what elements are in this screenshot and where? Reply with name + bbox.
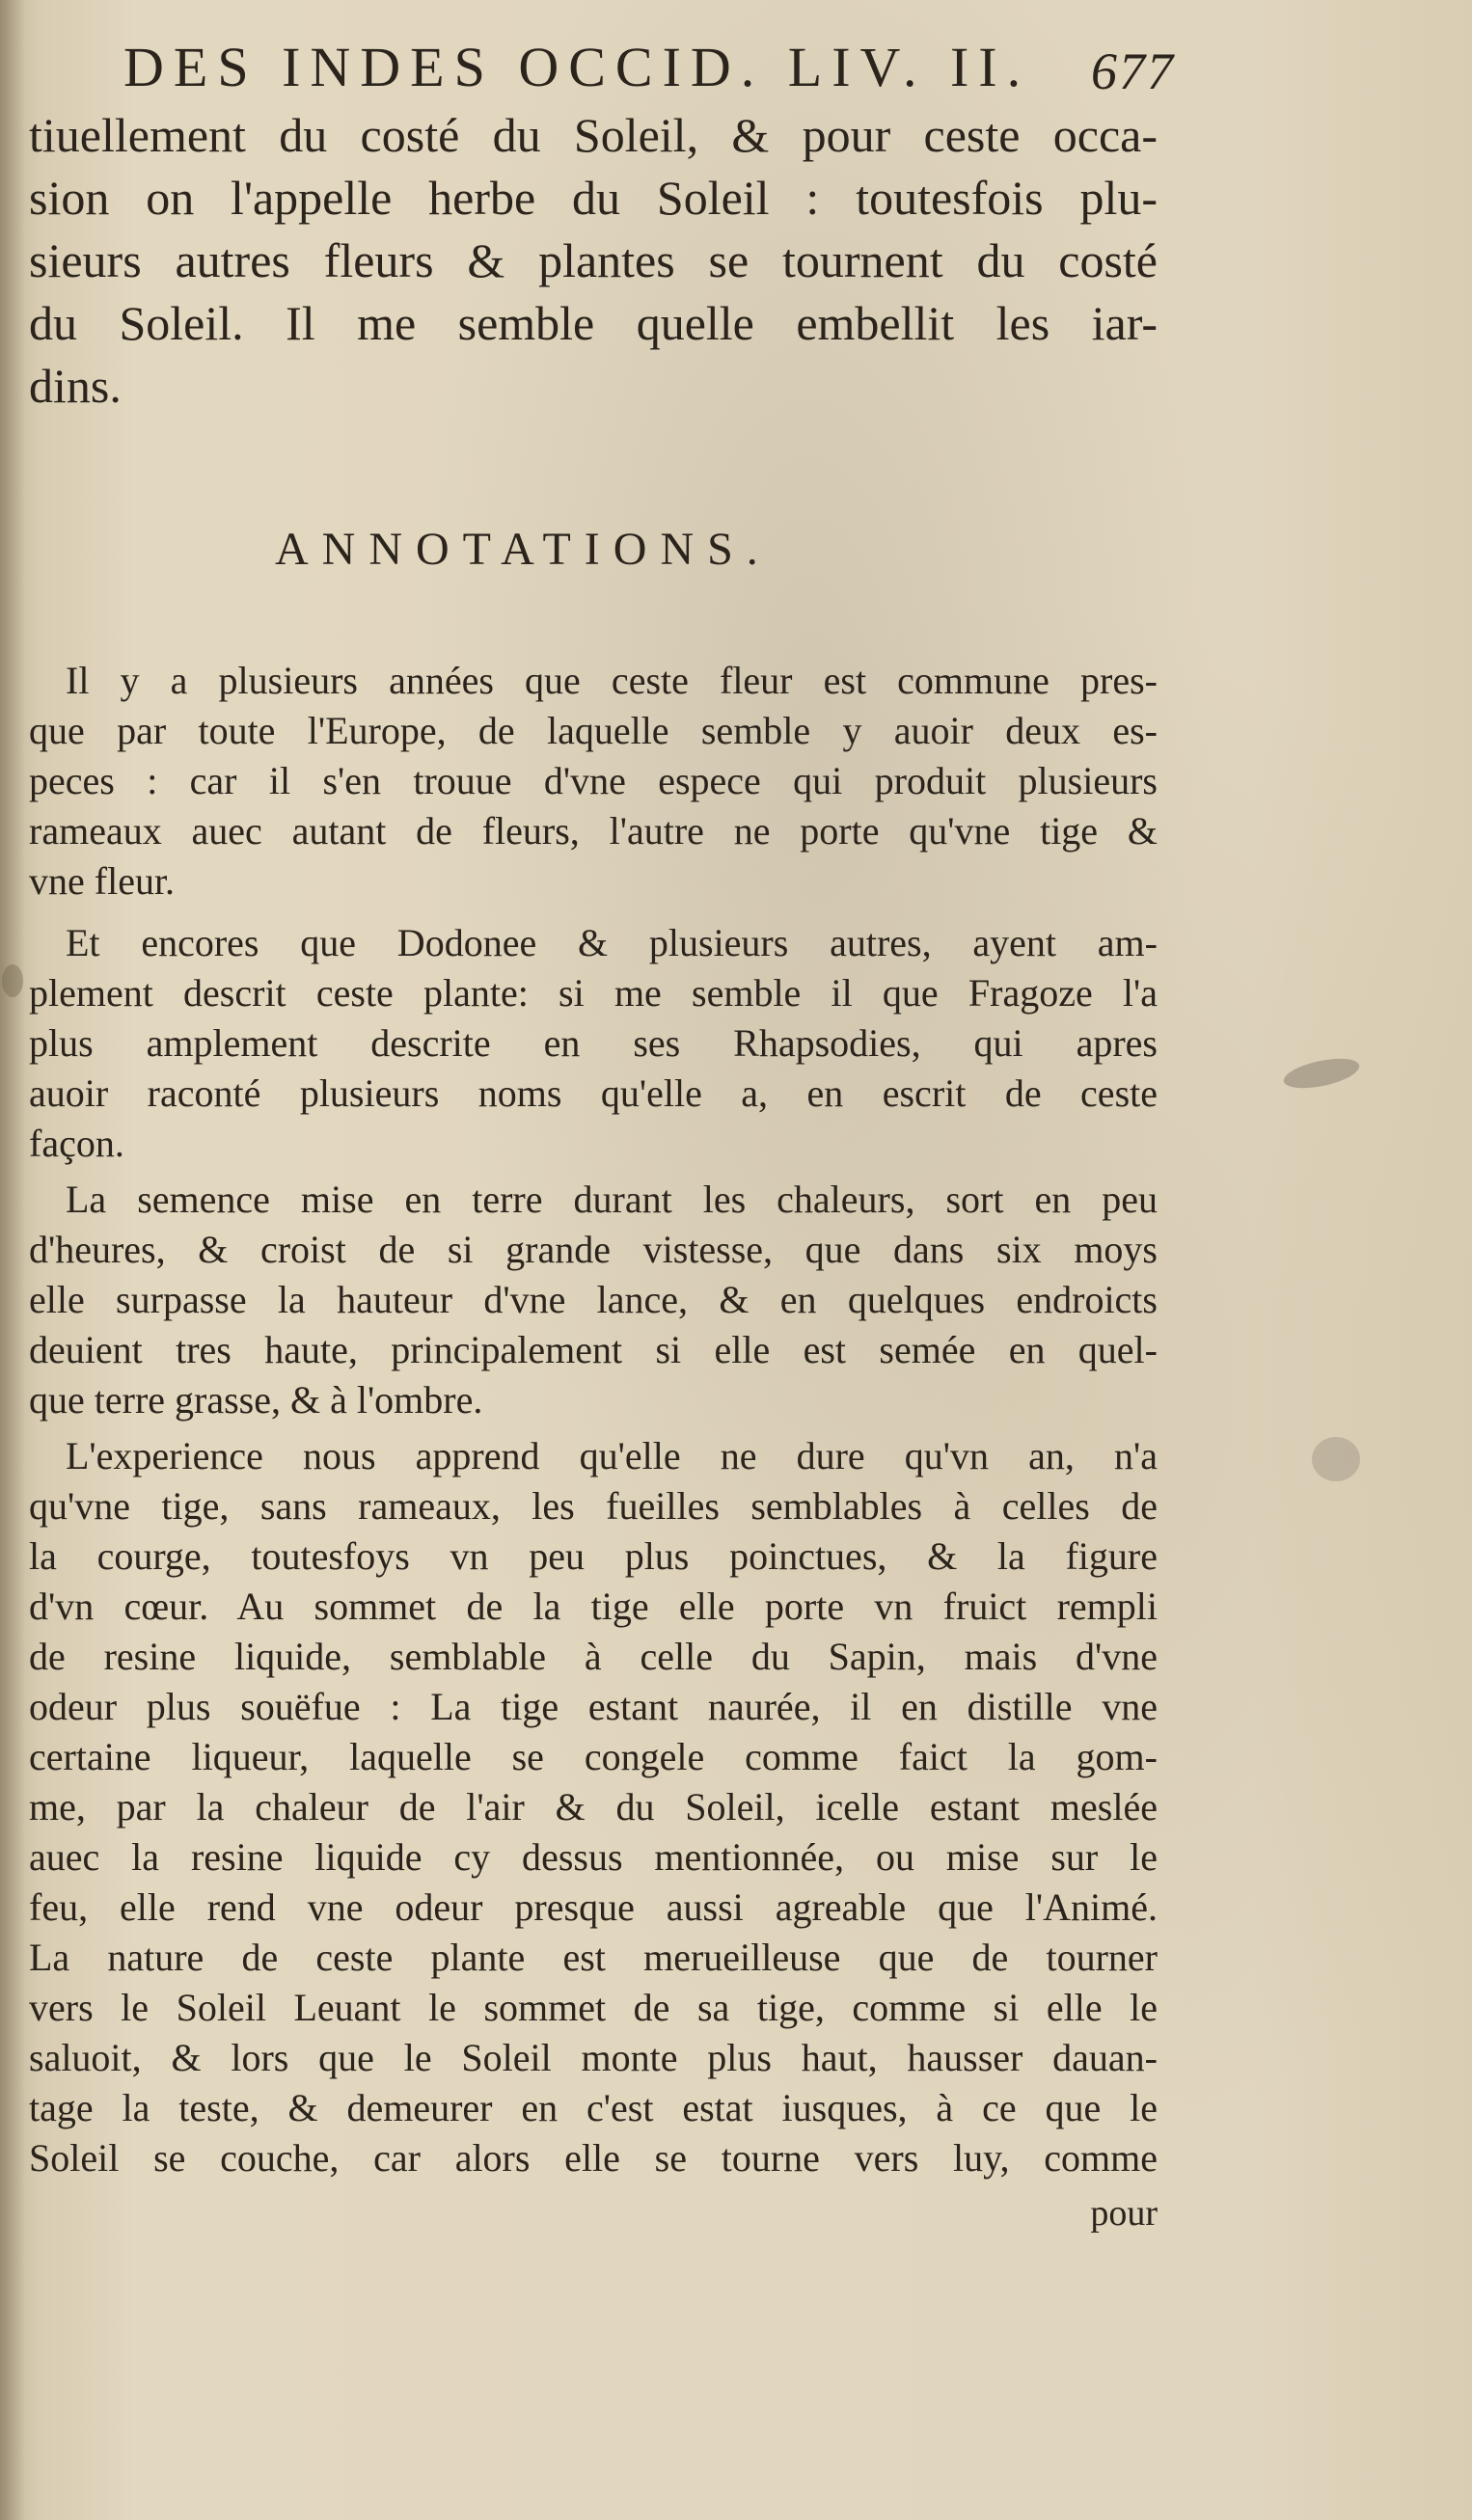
text-line: auec la resine liquide cy dessus mentionnée, ou mise sur le <box>29 1835 1158 1879</box>
text-line: de resine liquide, semblable à celle du Sapin, mais d'vne <box>29 1635 1158 1678</box>
text-line: plus amplement descrite en ses Rhapsodies, qui apres <box>29 1021 1158 1065</box>
text-line: plement descrit ceste plante: si me semble il que Fragoze l'a <box>29 971 1158 1015</box>
text-line: tage la teste, & demeurer en c'est estat iusques, à ce que le <box>29 2086 1158 2129</box>
text-line: saluoit, & lors que le Soleil monte plus haut, hausser dauan- <box>29 2036 1158 2079</box>
text-line: deuient tres haute, principalement si elle est semée en quel- <box>29 1328 1158 1371</box>
text-line: dins. <box>29 359 122 413</box>
text-line: me, par la chaleur de l'air & du Soleil, icelle estant meslée <box>29 1785 1158 1829</box>
text-line: certaine liqueur, laquelle se congele comme faict la gom- <box>29 1735 1158 1778</box>
text-line: que par toute l'Europe, de laquelle semble y auoir deux es- <box>29 709 1158 752</box>
section-heading: ANNOTATIONS. <box>275 524 772 575</box>
annotation-paragraph <box>29 1431 1158 2183</box>
annotation-paragraph <box>29 918 1158 1169</box>
text-line: sion on l'appelle herbe du Soleil : toutesfois plu- <box>29 171 1158 225</box>
text-line: façon. <box>29 1122 124 1165</box>
text-line: vers le Soleil Leuant le sommet de sa tige, comme si elle le <box>29 1986 1158 2029</box>
annotation-paragraph <box>29 656 1158 907</box>
text-line: odeur plus souëfue : La tige estant naurée, il en distille vne <box>29 1685 1158 1728</box>
ink-stain <box>1312 1437 1360 1481</box>
text-line: auoir raconté plusieurs noms qu'elle a, en escrit de ceste <box>29 1071 1158 1115</box>
text-line: du Soleil. Il me semble quelle embellit les iar- <box>29 296 1158 350</box>
text-line: qu'vne tige, sans rameaux, les fueilles semblables à celles de <box>29 1484 1158 1528</box>
text-line: Et encores que Dodonee & plusieurs autres, ayent am- <box>66 921 1158 964</box>
text-line: L'experience nous apprend qu'elle ne dure qu'vn an, n'a <box>66 1434 1158 1477</box>
text-line: vne fleur. <box>29 859 176 903</box>
text-line: La semence mise en terre durant les chaleurs, sort en peu <box>66 1178 1158 1221</box>
annotation-paragraph <box>29 1175 1158 1425</box>
ink-stain <box>2 964 23 997</box>
text-line: Il y a plusieurs années que ceste fleur est commune pres- <box>66 659 1158 702</box>
text-line: que terre grasse, & à l'ombre. <box>29 1378 483 1422</box>
text-line: rameaux auec autant de fleurs, l'autre ne porte qu'vne tige & <box>29 809 1158 853</box>
text-line: elle surpasse la hauteur d'vne lance, & en quelques endroicts <box>29 1278 1158 1321</box>
text-line: Soleil se couche, car alors elle se tourne vers luy, comme <box>29 2136 1158 2180</box>
catchword: pour <box>1090 2193 1158 2234</box>
text-line: sieurs autres fleurs & plantes se tournent du costé <box>29 233 1158 287</box>
text-line: tiuellement du costé du Soleil, & pour ceste occa- <box>29 108 1158 162</box>
text-line: d'vn cœur. Au sommet de la tige elle porte vn fruict rempli <box>29 1585 1158 1628</box>
text-line: peces : car il s'en trouue d'vne espece qui produit plusieurs <box>29 759 1158 802</box>
text-line: d'heures, & croist de si grande vistesse, que dans six moys <box>29 1228 1158 1271</box>
text-line: la courge, toutesfoys vn peu plus poinctues, & la figure <box>29 1534 1158 1578</box>
running-head-title: DES INDES OCCID. LIV. II. <box>123 36 1031 98</box>
text-line: La nature de ceste plante est merueilleuse que de tourner <box>29 1936 1158 1979</box>
continued-paragraph <box>29 104 1158 418</box>
gutter-shadow <box>0 0 25 2520</box>
running-head <box>123 29 1175 106</box>
ink-stain <box>1281 1053 1362 1094</box>
page-number: 677 <box>1091 42 1175 100</box>
text-line: feu, elle rend vne odeur presque aussi agreable que l'Animé. <box>29 1885 1158 1929</box>
